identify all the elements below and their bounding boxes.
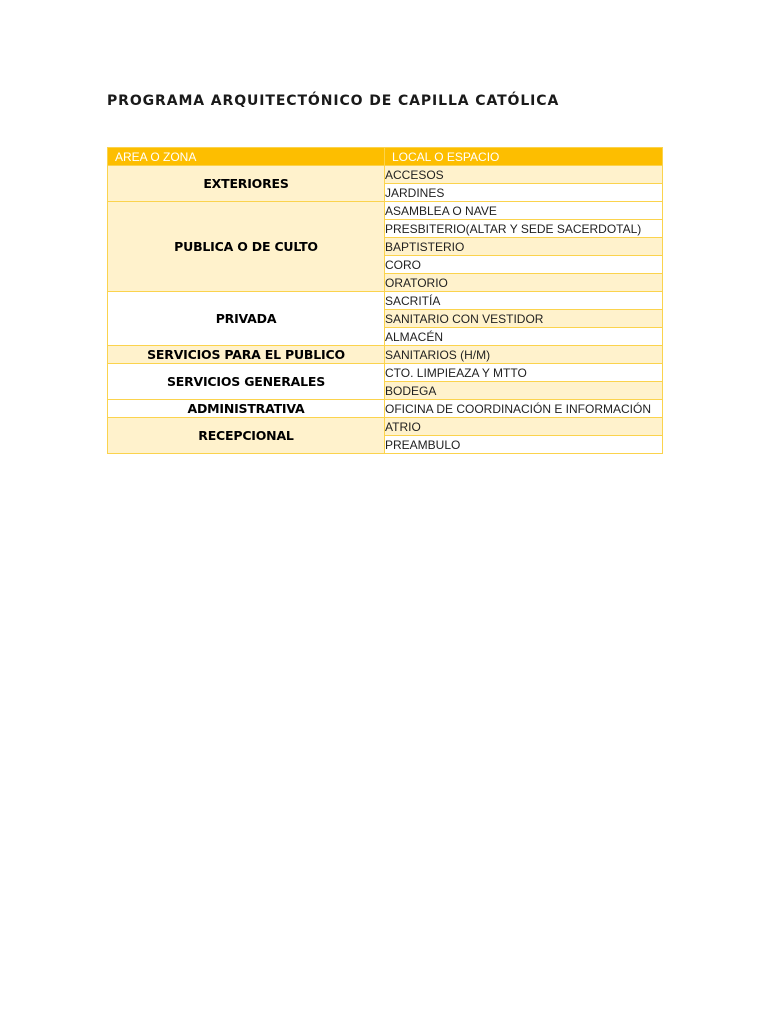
column-header-local: LOCAL O ESPACIO <box>385 148 663 166</box>
local-cell: BAPTISTERIO <box>385 238 663 256</box>
table-row <box>108 202 663 220</box>
table-row <box>108 346 663 364</box>
local-cell: SANITARIO CON VESTIDOR <box>385 310 663 328</box>
table-row <box>108 418 663 436</box>
area-cell-servicios-para-el-publico: SERVICIOS PARA EL PUBLICO <box>108 346 385 364</box>
local-cell: CTO. LIMPIEAZA Y MTTO <box>385 364 663 382</box>
area-cell-administrativa: ADMINISTRATIVA <box>108 400 385 418</box>
local-cell: CORO <box>385 256 663 274</box>
document-title: PROGRAMA ARQUITECTÓNICO DE CAPILLA CATÓLICA <box>107 93 560 109</box>
local-cell: JARDINES <box>385 184 663 202</box>
table-row <box>108 292 663 310</box>
local-cell: PREAMBULO <box>385 436 663 454</box>
column-header-area: AREA O ZONA <box>108 148 385 166</box>
local-cell: BODEGA <box>385 382 663 400</box>
local-cell: SACRITÍA <box>385 292 663 310</box>
local-cell: ASAMBLEA O NAVE <box>385 202 663 220</box>
area-cell-publica-o-de-culto: PUBLICA O DE CULTO <box>108 202 385 292</box>
area-cell-recepcional: RECEPCIONAL <box>108 418 385 454</box>
local-cell: ACCESOS <box>385 166 663 184</box>
table-row <box>108 166 663 184</box>
local-cell: OFICINA DE COORDINACIÓN E INFORMACIÓN <box>385 400 663 418</box>
local-cell: PRESBITERIO(ALTAR Y SEDE SACERDOTAL) <box>385 220 663 238</box>
table-row <box>108 364 663 382</box>
architectural-program-table <box>107 147 663 454</box>
local-cell: ORATORIO <box>385 274 663 292</box>
table-row <box>108 400 663 418</box>
local-cell: SANITARIOS (H/M) <box>385 346 663 364</box>
area-cell-exteriores: EXTERIORES <box>108 166 385 202</box>
table-header-row <box>108 148 663 166</box>
local-cell: ALMACÉN <box>385 328 663 346</box>
area-cell-servicios-generales: SERVICIOS GENERALES <box>108 364 385 400</box>
local-cell: ATRIO <box>385 418 663 436</box>
area-cell-privada: PRIVADA <box>108 292 385 346</box>
